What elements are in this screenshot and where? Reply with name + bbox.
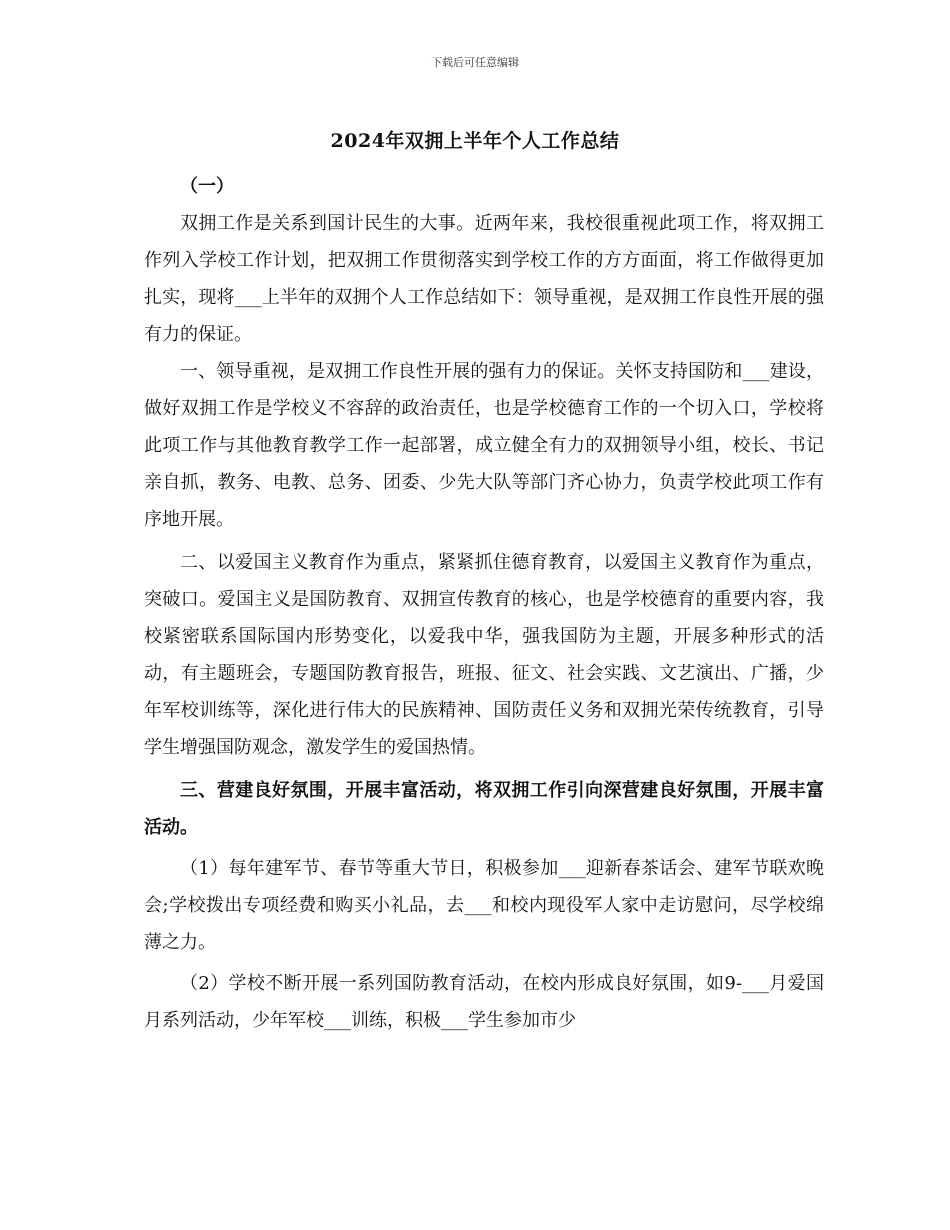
- paragraph-item-2: （2）学校不断开展一系列国防教育活动，在校内形成良好氛围，如9-___月爱国月系列活动，少年军校___训练，积极___学生参加市少: [144, 973, 824, 1031]
- paragraph-item-1: （1）每年建军节、春节等重大节日，积极参加___迎新春茶话会、建军节联欢晚会;学校拨出专项经费和购买小礼品，去___和校内现役军人家中走访慰问，尽学校绵薄之力。: [144, 858, 824, 953]
- section-subtitle: （一）: [180, 176, 234, 197]
- document-body: [144, 168, 824, 1039]
- document-title: 2024年双拥上半年个人工作总结: [330, 130, 620, 152]
- paragraph-leadership: 一、领导重视，是双拥工作良性开展的强有力的保证。关怀支持国防和___建设，做好双拥工作是学校义不容辞的政治责任，也是学校德育工作的一个切入口，学校将此项工作与其他教育教学工作一起部署，成立健全有力的双拥领导小组，校长、书记亲自抓，教务、电教、总务、团委、少先大队等部门齐心协力，负责学校此项工作有序地开展。: [144, 361, 824, 530]
- page-header-note: 下载后可任意编辑: [431, 56, 519, 69]
- paragraph-patriotic-education: 二、以爱国主义教育作为重点，紧紧抓住德育教育，以爱国主义教育作为重点，突破口。爱国主义是国防教育、双拥宣传教育的核心，也是学校德育的重要内容，我校紧密联系国际国内形势变化，以爱我中华，强我国防为主题，开展多种形式的活动，有主题班会，专题国防教育报告，班报、征文、社会实践、文艺演出、广播，少年军校训练等，深化进行伟大的民族精神、国防责任义务和双拥光荣传统教育，引导学生增强国防观念，激发学生的爱国热情。: [144, 552, 824, 758]
- paragraph-atmosphere-heading: 三、营建良好氛围，开展丰富活动，将双拥工作引向深营建良好氛围，开展丰富活动。: [144, 780, 824, 838]
- paragraph-intro: 双拥工作是关系到国计民生的大事。近两年来，我校很重视此项工作，将双拥工作列入学校工作计划，把双拥工作贯彻落实到学校工作的方方面面，将工作做得更加扎实，现将___上半年的双拥个人工作总结如下：领导重视，是双拥工作良性开展的强有力的保证。: [144, 213, 824, 345]
